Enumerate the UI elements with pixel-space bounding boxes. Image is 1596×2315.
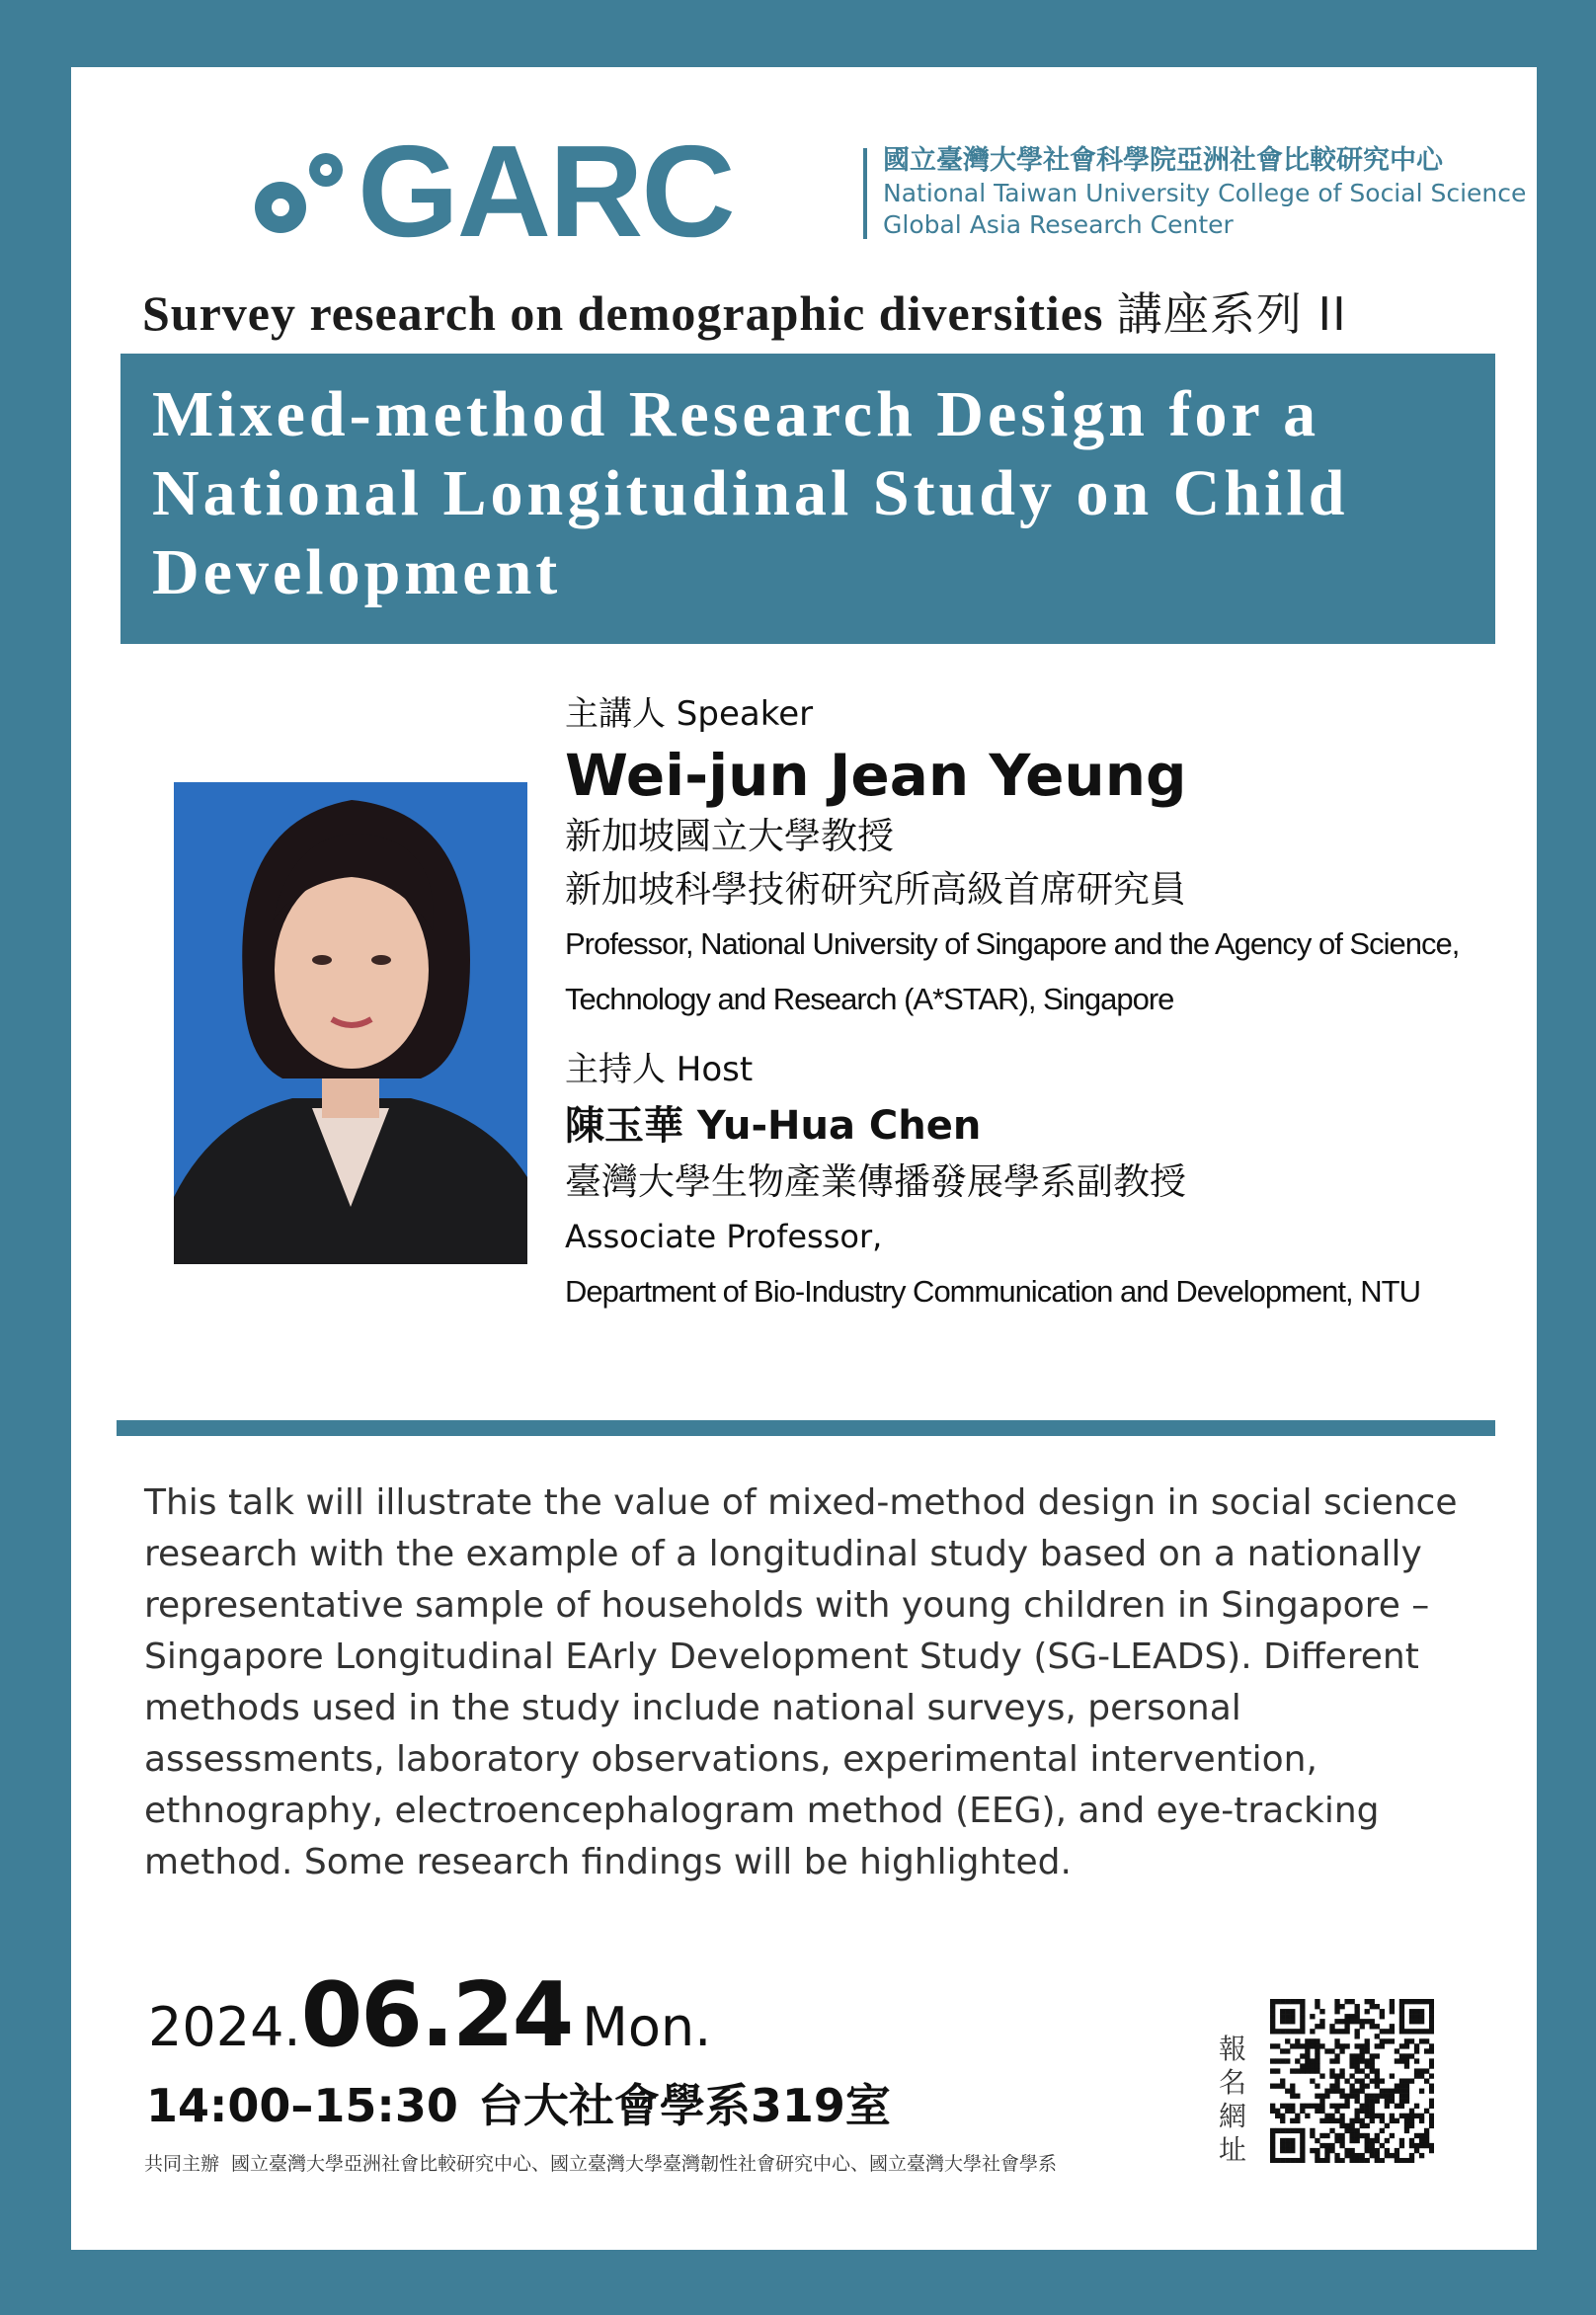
org-name-en-1: National Taiwan University College of Social Science [883,179,1527,207]
logo-wordmark: GARC [358,119,734,264]
event-month-day: 06.24 [300,1963,573,2067]
host-title-en-2: Department of Bio-Industry Communication and Development, NTU [565,1274,1420,1309]
org-name-zh: 國立臺灣大學社會科學院亞洲社會比較研究中心 [883,145,1443,176]
talk-title-banner [120,354,1495,644]
speaker-title-zh-1: 新加坡國立大學教授 [565,815,894,857]
talk-abstract: This talk will illustrate the value of mixed-method design in social science research with the example of a longitudinal study based on a nationally representative sample of households with young children in Singapore – Singapore Longitudinal EArly Development Study (SG-LEADS). Different methods used in the study include national surveys, personal assessments, laboratory observations, experimental intervention, ethnography, electroencephalogram method (EEG), and eye-tracking method. Some research findings will be highlighted. [144,1482,1458,1882]
poster-sheet [71,67,1537,2250]
event-date [148,1963,711,2067]
organizers [144,2149,1057,2176]
host-role-label: 主持人 Host [565,1050,754,1089]
host-title-zh: 臺灣大學生物產業傳播發展學系副教授 [565,1160,1186,1203]
series-title-zh: 講座系列 II [1116,287,1347,341]
speaker-title-en-1: Professor, National University of Singapore and the Agency of Science, [565,926,1460,961]
event-time-venue [146,2070,891,2135]
event-weekday: Mon. [582,1996,712,2058]
qr-code-icon[interactable] [1270,1999,1434,2163]
series-title [142,279,1347,344]
org-name-block [883,144,1526,241]
series-title-en: Survey research on demographic diversities [142,285,1104,341]
logo-divider [863,148,867,239]
host-name: 陳玉華 Yu-Hua Chen [565,1103,982,1149]
speaker-title-zh-2: 新加坡科學技術研究所高級首席研究員 [565,868,1186,911]
speaker-name: Wei-jun Jean Yeung [565,742,1187,809]
speaker-photo [174,782,527,1264]
org-name-en-2: Global Asia Research Center [883,210,1234,239]
speaker-title-en-2: Technology and Research (A*STAR), Singapore [565,982,1174,1016]
organizers-label: 共同主辦 [144,2153,220,2175]
event-venue: 台大社會學系319室 [477,2079,891,2132]
talk-title: Mixed-method Research Design for a National Longitudinal Study on Child Development [152,378,1349,608]
speaker-portrait-image [174,782,527,1264]
section-divider [117,1420,1495,1436]
people-section [565,691,1513,1319]
speaker-role-label: 主講人 Speaker [565,694,814,734]
event-time: 14:00–15:30 [146,2079,458,2132]
event-year: 2024. [148,1996,301,2058]
registration-qr-code[interactable] [1270,1999,1434,2163]
organizers-list: 國立臺灣大學亞洲社會比較研究中心、國立臺灣大學臺灣韌性社會研究中心、國立臺灣大學社會學系 [231,2153,1058,2175]
host-title-en-1: Associate Professor, [565,1218,883,1255]
registration-label: 報名網址 [1218,2033,1246,2166]
garc-logo-icon [251,146,358,245]
